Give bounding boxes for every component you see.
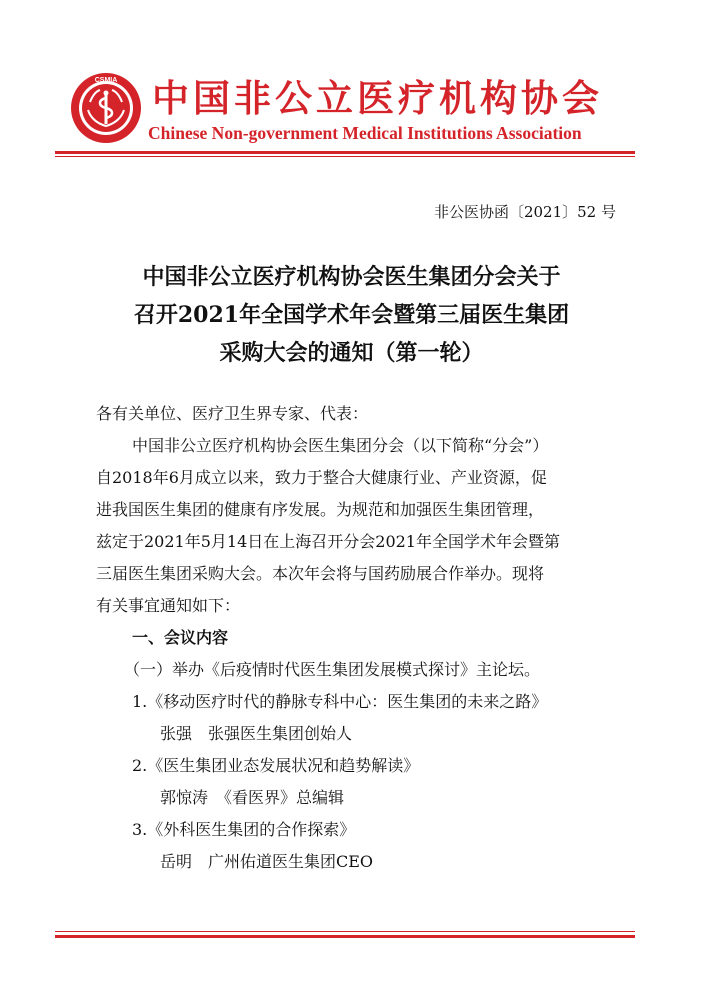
org-name-english: Chinese Non-government Medical Institutions Association	[148, 123, 582, 143]
document-title	[60, 258, 643, 372]
talk-title: 1.《移动医疗时代的静脉专科中心：医生集团的未来之路》	[132, 692, 548, 711]
title-line: 采购大会的通知（第一轮）	[219, 340, 484, 366]
logo-ring-text: CSMIA	[94, 77, 118, 84]
org-name-chinese: 中国非公立医疗机构协会	[152, 76, 603, 120]
talk-title: 3.《外科医生集团的合作探索》	[132, 820, 356, 839]
title-line: 召开2021年全国学术年会暨第三届医生集团	[133, 302, 570, 328]
section-heading: 一、会议内容	[132, 628, 229, 647]
header-rule-thin	[55, 156, 635, 157]
salutation: 各有关单位、医疗卫生界专家、代表：	[96, 404, 369, 423]
paragraph-line: 三届医生集团采购大会。本次年会将与国药励展合作举办。现将	[96, 564, 545, 583]
paragraph-line: 中国非公立医疗机构协会医生集团分会（以下简称“分会”）	[132, 436, 549, 455]
paragraph-line: 自2018年6月成立以来，致力于整合大健康行业、产业资源，促	[96, 468, 547, 487]
title-line: 中国非公立医疗机构协会医生集团分会关于	[142, 264, 561, 290]
talk-title: 2.《医生集团业态发展状况和趋势解读》	[132, 756, 420, 775]
header-rule-thick	[55, 151, 635, 154]
document-body	[96, 398, 626, 878]
talk-speaker: 张强 张强医生集团创始人	[160, 724, 353, 743]
footer-rule-thin	[55, 931, 635, 932]
paragraph-line: 兹定于2021年5月14日在上海召开分会2021年全国学术年会暨第	[96, 532, 560, 551]
subsection-heading: （一）举办《后疫情时代医生集团发展模式探讨》主论坛。	[124, 660, 541, 679]
talk-speaker: 郭惊涛 《看医界》总编辑	[160, 788, 345, 807]
talk-speaker: 岳明 广州佑道医生集团CEO	[160, 852, 374, 871]
association-logo	[70, 72, 142, 144]
paragraph-line: 进我国医生集团的健康有序发展。为规范和加强医生集团管理，	[96, 500, 545, 519]
footer-rule-thick	[55, 935, 635, 938]
paragraph-line: 有关事宜通知如下：	[96, 596, 241, 615]
document-number: 非公医协函〔2021〕52 号	[433, 203, 616, 221]
